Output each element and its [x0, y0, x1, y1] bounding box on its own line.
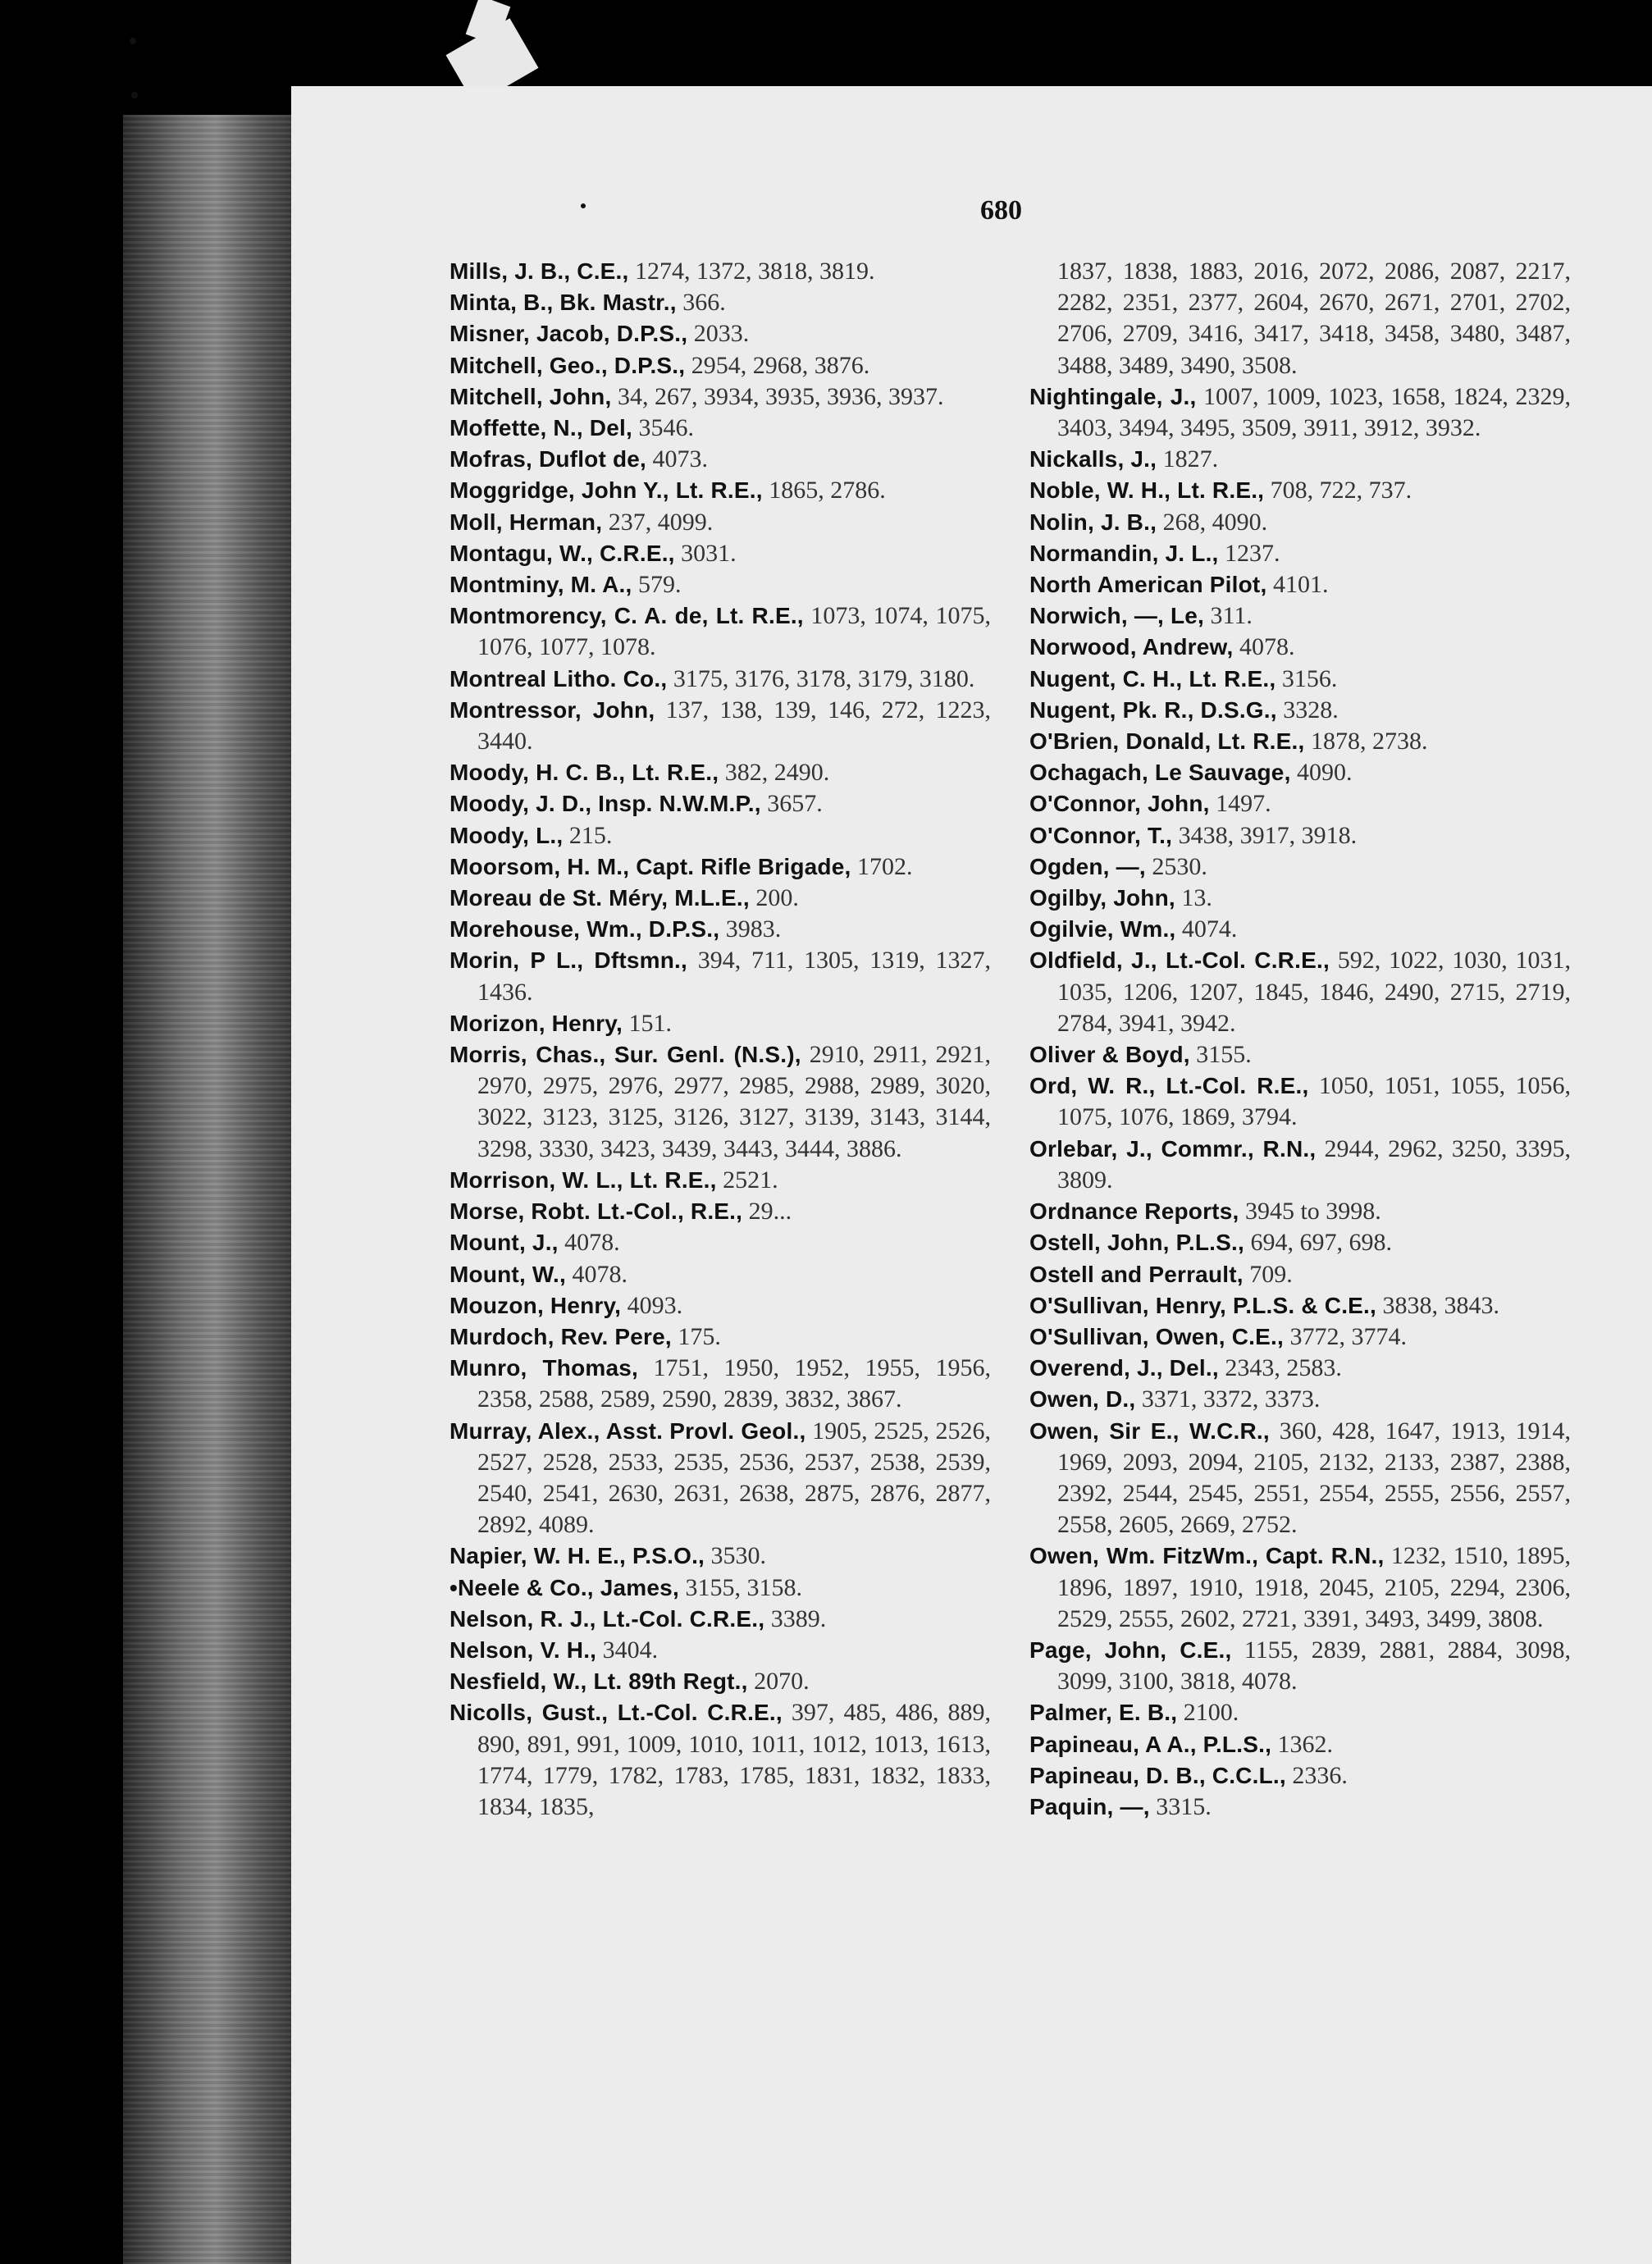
entry-name: Misner, Jacob, D.P.S., — [450, 321, 688, 347]
entry-name: Noble, W. H., Lt. R.E., — [1029, 477, 1265, 504]
index-entry — [450, 1666, 991, 1697]
index-entry — [450, 1227, 991, 1258]
entry-references: 200. — [755, 884, 799, 912]
entry-references: 2944, 2962, 3250, 3395, 3809. — [1057, 1134, 1572, 1194]
entry-name: Page, John, C.E., — [1029, 1636, 1232, 1663]
index-entry — [450, 1541, 991, 1572]
index-entry — [450, 1008, 991, 1039]
entry-references: 1237. — [1225, 539, 1280, 567]
entry-name: Nightingale, J., — [1029, 383, 1197, 409]
index-entry — [450, 945, 991, 1007]
index-entry — [1029, 1353, 1571, 1384]
index-entry — [1029, 507, 1571, 538]
index-entry — [1029, 444, 1571, 475]
entry-references: 709. — [1249, 1260, 1293, 1288]
entry-references: 4101. — [1272, 571, 1329, 599]
index-entry — [1029, 851, 1571, 883]
index-entry — [1029, 820, 1571, 851]
index-entry — [450, 1353, 991, 1415]
entry-references: 3155, 3158. — [685, 1573, 802, 1601]
index-entry — [450, 507, 991, 538]
index-entry — [1029, 569, 1571, 600]
index-entry — [1029, 1792, 1571, 1823]
entry-references: 1007, 1009, 1023, 1658, 1824, 2329, 3403, 3494, 3495, 3509, 3911, 3912, 3932. — [1057, 382, 1571, 442]
index-entry — [1029, 1384, 1571, 1415]
index-entry — [1029, 1134, 1571, 1196]
entry-name: Montmorency, C. A. de, Lt. R.E., — [450, 603, 804, 629]
index-entry — [450, 600, 991, 663]
entry-name: Mills, J. B., C.E., — [450, 258, 629, 284]
index-entry — [1029, 695, 1571, 726]
index-entry — [1029, 600, 1571, 632]
entry-references: 4078. — [1239, 633, 1295, 661]
entry-references: 3031. — [681, 539, 737, 567]
index-entry — [450, 1259, 991, 1290]
entry-name: Moll, Herman, — [450, 509, 603, 535]
index-entry — [450, 444, 991, 475]
index-entry — [1029, 1321, 1571, 1353]
entry-name: Morehouse, Wm., D.P.S., — [450, 916, 720, 943]
index-entry — [1029, 1635, 1571, 1697]
index-entry — [450, 350, 991, 381]
entry-references: 151. — [628, 1009, 672, 1037]
index-entry — [1029, 256, 1571, 381]
entry-references: 2343, 2583. — [1225, 1354, 1342, 1382]
entry-references: 3371, 3372, 3373. — [1141, 1385, 1321, 1413]
entry-references: 34, 267, 3934, 3935, 3936, 3937. — [617, 382, 944, 410]
entry-references: 3389. — [770, 1604, 827, 1632]
entry-name: O'Sullivan, Owen, C.E., — [1029, 1323, 1284, 1349]
entry-references: 1050, 1051, 1055, 1056, 1075, 1076, 1869, 3794. — [1057, 1072, 1572, 1131]
entry-name: Morin, P L., Dftsmn., — [450, 947, 688, 974]
entry-references: 366. — [682, 289, 726, 317]
index-entry — [450, 820, 991, 851]
index-entry — [1029, 1259, 1571, 1290]
index-entry — [1029, 1541, 1571, 1635]
entry-references: 215. — [568, 821, 613, 849]
index-entry — [1029, 1227, 1571, 1258]
index-entry — [450, 664, 991, 695]
entry-name: Napier, W. H. E., P.S.O., — [450, 1543, 705, 1569]
entry-references: 1274, 1372, 3818, 3819. — [635, 258, 875, 285]
entry-name: Mitchell, Geo., D.P.S., — [450, 352, 686, 378]
index-entry — [450, 538, 991, 569]
entry-name: Norwich, —, Le, — [1029, 603, 1205, 629]
index-entry — [450, 914, 991, 945]
margin-dot — [130, 38, 136, 44]
index-entry — [450, 788, 991, 819]
entry-references: 1702. — [856, 852, 913, 880]
entry-name: Morizon, Henry, — [450, 1010, 623, 1036]
entry-name: Moody, J. D., Insp. N.W.M.P., — [450, 791, 761, 817]
index-entry — [450, 1165, 991, 1196]
index-entry — [1029, 1416, 1571, 1541]
page-number: 680 — [980, 195, 1022, 226]
entry-name: Oliver & Boyd, — [1029, 1042, 1190, 1068]
entry-references: 1905, 2525, 2526, 2527, 2528, 2533, 2535, 2536, 2537, 2538, 2539, 2540, 2541, 2630, 2631, 2638, 2875, 2876, 2877, 2892, 4089. — [477, 1417, 991, 1539]
entry-name: Moffette, N., Del, — [450, 415, 632, 441]
entry-references: 1878, 2738. — [1310, 728, 1428, 755]
entry-name: Nickalls, J., — [1029, 446, 1157, 472]
index-entry — [1029, 788, 1571, 819]
entry-references: 3983. — [725, 915, 782, 943]
index-entry — [450, 851, 991, 883]
entry-name: Moggridge, John Y., Lt. R.E., — [450, 477, 763, 504]
entry-name: Moorsom, H. M., Capt. Rifle Brigade, — [450, 853, 851, 879]
entry-name: Nelson, R. J., Lt.-Col. C.R.E., — [450, 1605, 765, 1632]
entry-name: Norwood, Andrew, — [1029, 634, 1234, 660]
entry-references: 4074. — [1181, 915, 1238, 943]
entry-name: Nicolls, Gust., Lt.-Col. C.R.E., — [450, 1700, 783, 1726]
entry-name: Montminy, M. A., — [450, 572, 632, 598]
entry-references: 175. — [678, 1322, 721, 1350]
index-entry — [450, 1635, 991, 1666]
index-entry — [1029, 883, 1571, 914]
entry-references: 3772, 3774. — [1289, 1322, 1407, 1350]
entry-name: O'Connor, John, — [1029, 791, 1210, 817]
index-entry — [1029, 1760, 1571, 1792]
entry-name: Owen, Sir E., W.C.R., — [1029, 1417, 1270, 1444]
entry-references: 3530. — [710, 1542, 767, 1570]
entry-name: Ochagach, Le Sauvage, — [1029, 760, 1291, 786]
index-entry — [1029, 664, 1571, 695]
entry-name: Nolin, J. B., — [1029, 509, 1157, 535]
entry-references: 2954, 2968, 3876. — [691, 351, 870, 379]
entry-name: Ordnance Reports, — [1029, 1198, 1239, 1225]
entry-name: Ostell and Perrault, — [1029, 1261, 1244, 1287]
entry-references: 4090. — [1297, 759, 1353, 787]
entry-name: O'Sullivan, Henry, P.L.S. & C.E., — [1029, 1292, 1377, 1318]
entry-references: 1362. — [1277, 1730, 1334, 1758]
entry-references: 2336. — [1292, 1761, 1348, 1789]
index-entry — [1029, 1290, 1571, 1321]
entry-references: 3156. — [1281, 664, 1338, 692]
entry-references: 1073, 1074, 1075, 1076, 1077, 1078. — [477, 602, 991, 661]
entry-name: Paquin, —, — [1029, 1793, 1150, 1819]
entry-references: 3175, 3176, 3178, 3179, 3180. — [673, 664, 975, 692]
index-entry — [1029, 914, 1571, 945]
entry-name: Morse, Robt. Lt.-Col., R.E., — [450, 1198, 743, 1225]
index-entry — [450, 1196, 991, 1227]
index-entry — [450, 318, 991, 349]
entry-references: 3315. — [1156, 1792, 1212, 1820]
index-entry — [450, 569, 991, 600]
margin-dot — [131, 92, 138, 98]
entry-name: Normandin, J. L., — [1029, 540, 1219, 566]
index-entry — [1029, 1039, 1571, 1070]
entry-name: Ogilvie, Wm., — [1029, 916, 1176, 943]
entry-references: 3838, 3843. — [1382, 1291, 1500, 1319]
entry-name: Morris, Chas., Sur. Genl. (N.S.), — [450, 1042, 801, 1068]
entry-references: 708, 722, 737. — [1270, 477, 1412, 504]
entry-name: Munro, Thomas, — [450, 1355, 639, 1381]
entry-name: Montagu, W., C.R.E., — [450, 540, 675, 566]
entry-name: Mouzon, Henry, — [450, 1292, 622, 1318]
entry-references: 360, 428, 1647, 1913, 1914, 1969, 2093, 2094, 2105, 2132, 2133, 2387, 2388, 2392, 2544, 2545, 2551, 2554, 2555, 2556, 2557, 2558, 2605, 2669, 2752. — [1057, 1417, 1571, 1539]
entry-name: Papineau, D. B., C.C.L., — [1029, 1762, 1286, 1788]
entry-references: 1751, 1950, 1952, 1955, 1956, 2358, 2588, 2589, 2590, 2839, 3832, 3867. — [477, 1354, 991, 1413]
entry-name: Mount, J., — [450, 1230, 559, 1256]
entry-name: Moreau de St. Méry, M.L.E., — [450, 885, 750, 911]
entry-references: 394, 711, 1305, 1319, 1327, 1436. — [477, 947, 991, 1006]
entry-references: 579. — [638, 571, 682, 599]
entry-name: Nugent, Pk. R., D.S.G., — [1029, 696, 1277, 723]
book-spine — [123, 115, 291, 2264]
entry-name: Nugent, C. H., Lt. R.E., — [1029, 665, 1276, 692]
entry-references: 592, 1022, 1030, 1031, 1035, 1206, 1207, 1845, 1846, 2490, 2715, 2719, 2784, 3941, 3942. — [1057, 947, 1572, 1037]
index-entry — [450, 695, 991, 757]
entry-references: 2100. — [1183, 1699, 1239, 1727]
entry-name: Ostell, John, P.L.S., — [1029, 1230, 1244, 1256]
entry-references: 1865, 2786. — [769, 477, 886, 504]
entry-name: Nesfield, W., Lt. 89th Regt., — [450, 1668, 748, 1695]
entry-references: 3945 to 3998. — [1244, 1198, 1381, 1226]
entry-references: 2070. — [754, 1668, 810, 1696]
entry-references: 3546. — [638, 414, 694, 442]
entry-references: 1232, 1510, 1895, 1896, 1897, 1910, 1918, 2045, 2105, 2294, 2306, 2529, 2555, 2602, 2721, 3391, 3493, 3499, 3808. — [1057, 1542, 1572, 1632]
index-entry — [1029, 632, 1571, 663]
index-entry — [450, 287, 991, 318]
entry-references: 2910, 2911, 2921, 2970, 2975, 2976, 2977, 2985, 2988, 2989, 3020, 3022, 3123, 3125, 3126, 3127, 3139, 3143, 3144, 3298, 3330, 3423, 3439, 3443, 3444, 3886. — [477, 1041, 992, 1162]
index-entry — [1029, 475, 1571, 506]
entry-references: 4093. — [627, 1291, 683, 1319]
index-entry — [1029, 1729, 1571, 1760]
index-entry — [1029, 538, 1571, 569]
entry-name: O'Brien, Donald, Lt. R.E., — [1029, 728, 1305, 755]
entry-references: 3328. — [1283, 696, 1339, 723]
index-entry — [1029, 945, 1571, 1039]
index-entry — [450, 1321, 991, 1353]
entry-name: Minta, B., Bk. Mastr., — [450, 290, 677, 316]
index-entry — [450, 1604, 991, 1635]
entry-name: Ogden, —, — [1029, 853, 1146, 879]
entry-references: 268, 4090. — [1162, 508, 1268, 536]
entry-references: 1497. — [1216, 790, 1271, 818]
index-entry — [450, 1290, 991, 1321]
entry-references: 3404. — [602, 1636, 659, 1664]
index-entry — [450, 1697, 991, 1823]
index-entry — [450, 883, 991, 914]
entry-name: Owen, Wm. FitzWm., Capt. R.N., — [1029, 1543, 1385, 1569]
entry-references: 694, 697, 698. — [1250, 1229, 1392, 1257]
index-entry — [450, 757, 991, 788]
entry-references: 2530. — [1152, 852, 1207, 880]
index-entry — [450, 381, 991, 413]
entry-references: 382, 2490. — [724, 759, 830, 787]
entry-name: Murdoch, Rev. Pere, — [450, 1323, 672, 1349]
entry-references: 137, 138, 139, 146, 272, 1223, 3440. — [477, 696, 992, 755]
right-index-column — [1029, 256, 1571, 1823]
index-entry — [450, 1572, 991, 1604]
entry-name: Ord, W. R., Lt.-Col. R.E., — [1029, 1073, 1309, 1099]
entry-references: 1837, 1838, 1883, 2016, 2072, 2086, 2087, 2217, 2282, 2351, 2377, 2604, 2670, 2671, 2701, 2702, 2706, 2709, 3416, 3417, 3418, 3458, 3480, 3487, 3488, 3489, 3490, 3508. — [1057, 258, 1571, 379]
entry-references: 2033. — [693, 320, 750, 348]
entry-name: O'Connor, T., — [1029, 822, 1173, 848]
index-entry — [450, 413, 991, 444]
entry-name: Owen, D., — [1029, 1386, 1136, 1413]
index-entry — [450, 475, 991, 506]
index-entry — [1029, 726, 1571, 757]
entry-name: Mount, W., — [450, 1261, 566, 1287]
index-entry — [450, 1039, 991, 1165]
entry-name: Oldfield, J., Lt.-Col. C.R.E., — [1029, 947, 1330, 974]
entry-references: 4078. — [572, 1260, 627, 1288]
entry-references: 311. — [1210, 602, 1253, 630]
index-entry — [1029, 1070, 1571, 1133]
entry-name: Mitchell, John, — [450, 383, 612, 409]
entry-references: 3438, 3917, 3918. — [1178, 821, 1358, 849]
entry-references: 29... — [748, 1198, 792, 1226]
left-index-column — [450, 256, 991, 1823]
index-entry — [1029, 1196, 1571, 1227]
entry-name: North American Pilot, — [1029, 572, 1267, 598]
entry-name: •Neele & Co., James, — [450, 1574, 679, 1600]
entry-references: 3155. — [1196, 1041, 1252, 1069]
entry-name: Mofras, Duflot de, — [450, 446, 647, 472]
entry-name: Papineau, A A., P.L.S., — [1029, 1731, 1272, 1757]
entry-references: 2521. — [723, 1166, 778, 1194]
entry-name: Murray, Alex., Asst. Provl. Geol., — [450, 1417, 806, 1444]
entry-references: 237, 4099. — [608, 508, 714, 536]
index-entry — [450, 256, 991, 287]
index-entry — [1029, 1697, 1571, 1728]
entry-name: Moody, H. C. B., Lt. R.E., — [450, 760, 719, 786]
entry-name: Overend, J., Del., — [1029, 1355, 1219, 1381]
entry-references: 4073. — [652, 445, 709, 473]
entry-name: Nelson, V. H., — [450, 1636, 597, 1663]
entry-name: Moody, L., — [450, 822, 564, 848]
entry-name: Palmer, E. B., — [1029, 1700, 1178, 1726]
entry-references: 1827. — [1162, 445, 1219, 473]
entry-references: 1155, 2839, 2881, 2884, 3098, 3099, 3100, 3818, 4078. — [1057, 1636, 1572, 1696]
entry-references: 3657. — [767, 790, 823, 818]
entry-references: 4078. — [564, 1229, 620, 1257]
entry-name: Montressor, John, — [450, 696, 655, 723]
entry-name: Orlebar, J., Commr., R.N., — [1029, 1135, 1317, 1162]
entry-name: Ogilby, John, — [1029, 885, 1175, 911]
entry-name: Montreal Litho. Co., — [450, 665, 668, 692]
index-entry — [1029, 757, 1571, 788]
index-entry — [450, 1416, 991, 1541]
entry-references: 13. — [1181, 884, 1212, 912]
entry-name: Morrison, W. L., Lt. R.E., — [450, 1166, 717, 1193]
entry-references: 397, 485, 486, 889, 890, 891, 991, 1009, 1010, 1011, 1012, 1013, 1613, 1774, 1779, 1782, 1783, 1785, 1831, 1832, 1833, 1834, 1835, — [477, 1699, 992, 1820]
index-entry — [1029, 381, 1571, 444]
page-mark-dot — [581, 203, 586, 208]
